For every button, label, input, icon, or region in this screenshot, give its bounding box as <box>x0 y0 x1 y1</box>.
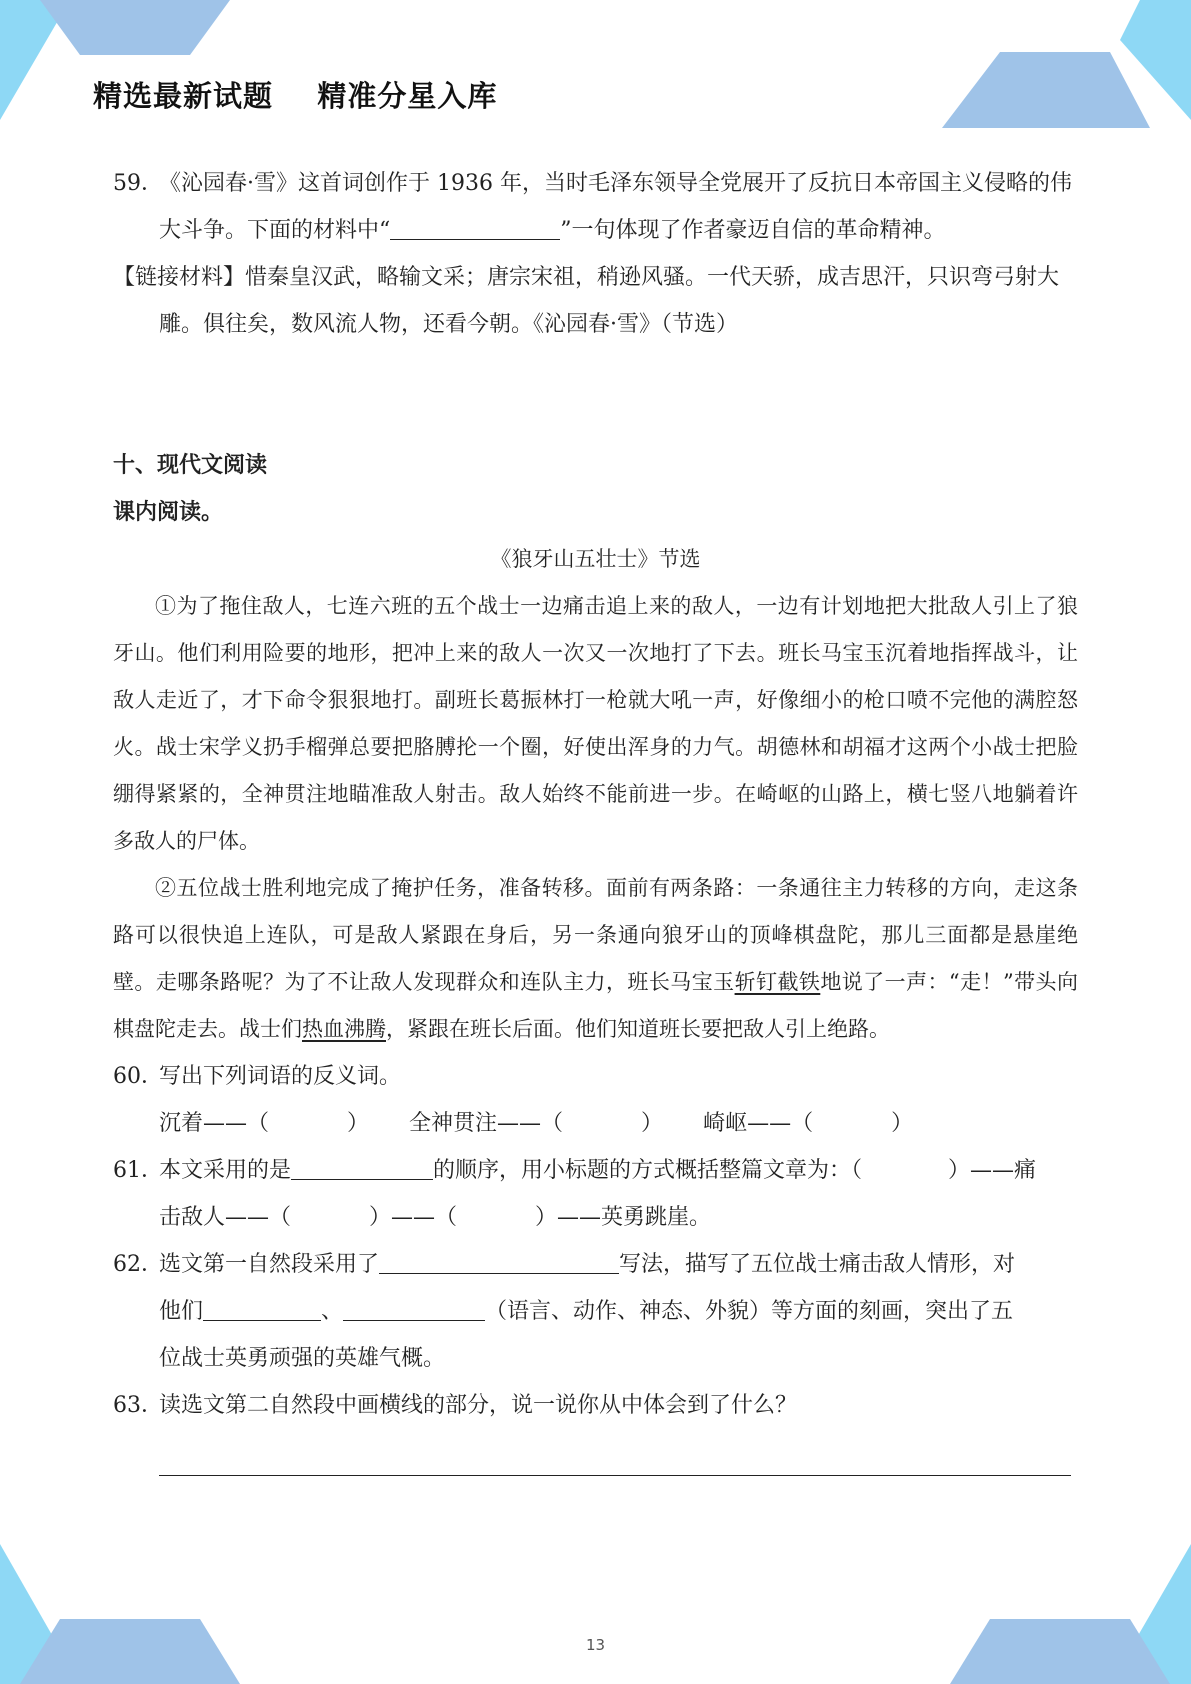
question-text: 写法，描写了五位战士痛击敌人情形，对 <box>619 1252 1016 1277</box>
paren-close: ） <box>347 1111 370 1136</box>
passage-title: 《狼牙山五壮士》节选 <box>490 547 701 571</box>
question-text: 他们 <box>159 1299 204 1324</box>
question-text: 位战士英勇顽强的英雄气概。 <box>159 1346 446 1371</box>
underlined-phrase: 热血沸腾 <box>302 1017 386 1041</box>
question-61 <box>113 1147 1078 1241</box>
header-title: 精选最新试题 精准分星入库 <box>93 79 498 113</box>
link-material <box>113 254 1078 348</box>
answer-blank[interactable] <box>203 1294 321 1321</box>
question-60 <box>113 1053 1078 1100</box>
question-text: 选文第一自然段采用了 <box>159 1252 380 1277</box>
question-number: 62． <box>113 1252 163 1277</box>
question-59 <box>113 160 1078 254</box>
question-text: ）——英勇跳崖。 <box>535 1205 712 1230</box>
question-text: 的顺序，用小标题的方式概括整篇文章为：（ <box>433 1158 863 1183</box>
question-text: （语言、动作、神态、外貌）等方面的刻画，突出了五 <box>485 1299 1014 1324</box>
question-text: ”一句体现了作者豪迈自信的革命精神。 <box>560 218 946 243</box>
question-number: 63． <box>113 1393 163 1418</box>
spacer <box>113 348 1078 442</box>
question-63 <box>113 1382 1078 1429</box>
question-text: 击敌人——（ <box>159 1205 292 1230</box>
question-number: 60． <box>113 1064 163 1089</box>
answer-blank[interactable] <box>390 213 560 240</box>
paragraph-text: 地说了一声：“走！”带头向棋盘陀走去。战士们 <box>113 970 1078 1041</box>
section-subheading: 课内阅读。 <box>113 500 224 525</box>
antonym-item-2: 全神贯注——（ <box>409 1111 564 1136</box>
answer-blank[interactable] <box>379 1247 619 1274</box>
corner-decoration-bottom <box>0 1544 1191 1684</box>
question-text: 《沁园春·雪》这首词创作于 1936 年，当时毛泽东领导全党展开了反抗日本帝国主义侵略 <box>159 171 1028 196</box>
deco-shape <box>40 0 230 55</box>
answer-blank[interactable] <box>291 1153 433 1180</box>
antonym-item-3: 崎岖——（ <box>703 1111 814 1136</box>
question-62 <box>113 1241 1078 1382</box>
answer-line[interactable] <box>159 1473 1071 1476</box>
section-heading: 十、现代文阅读 <box>113 453 268 478</box>
question-text: ）——痛 <box>948 1158 1037 1183</box>
underlined-phrase: 斩钉截铁 <box>734 970 821 994</box>
paragraph-text: ，紧跟在班长后面。他们知道班长要把敌人引上绝路。 <box>386 1017 890 1041</box>
paragraph-text: ②五位战士胜利地完成了掩护任务，准备转移。面前有两条路：一条通往主力转移的方向，走这条路可以很快追上连队，可是敌人紧跟在身后，另一条通向狼牙山的顶峰棋盘陀，那儿三面都是悬崖绝壁。走哪条路呢？为了不让敌人发现群众和连队主力，班长马宝玉 <box>113 876 1078 994</box>
link-material-label: 【链接材料】 <box>113 265 246 290</box>
page-number: 13 <box>585 1636 606 1654</box>
question-text: 写出下列词语的反义词。 <box>159 1064 402 1089</box>
passage-paragraph-2 <box>113 865 1078 1053</box>
question-text: 读选文第二自然段中画横线的部分，说一说你从中体会到了什么？ <box>159 1393 798 1418</box>
page-content <box>113 160 1078 1476</box>
question-text: 本文采用的是 <box>159 1158 292 1183</box>
paren-close: ） <box>891 1111 914 1136</box>
question-text: ）——（ <box>369 1205 458 1230</box>
antonym-items <box>113 1100 1078 1147</box>
paren-close: ） <box>641 1111 664 1136</box>
question-text: 、 <box>321 1299 344 1324</box>
answer-blank[interactable] <box>343 1294 485 1321</box>
question-number: 59． <box>113 171 163 196</box>
question-text: 的伟大斗争。下面的材料中“ <box>159 171 1072 243</box>
question-number: 61． <box>113 1158 163 1183</box>
antonym-item-1: 沉着——（ <box>159 1111 270 1136</box>
deco-shape <box>942 52 1150 128</box>
passage-paragraph-1: ①为了拖住敌人，七连六班的五个战士一边痛击追上来的敌人，一边有计划地把大批敌人引上了狼牙山。他们利用险要的地形，把冲上来的敌人一次又一次地打了下去。班长马宝玉沉着地指挥战斗，让敌人走近了，才下命令狠狠地打。副班长葛振林打一枪就大吼一声，好像细小的枪口喷不完他的满腔怒火。战士宋学义扔手榴弹总要把胳膊抡一个圈，好使出浑身的力气。胡德林和胡福才这两个小战士把脸绷得紧紧的，全神贯注地瞄准敌人射击。敌人始终不能前进一步。在崎岖的山路上，横七竖八地躺着许多敌人的尸体。 <box>113 594 1078 853</box>
link-material-text: 惜秦皇汉武，略输文采；唐宗宋祖，稍逊风骚。一代天骄，成吉思汗，只识弯弓射大雕。俱往矣，数风流人物，还看今朝。《沁园春·雪》（节选） <box>159 265 1060 337</box>
